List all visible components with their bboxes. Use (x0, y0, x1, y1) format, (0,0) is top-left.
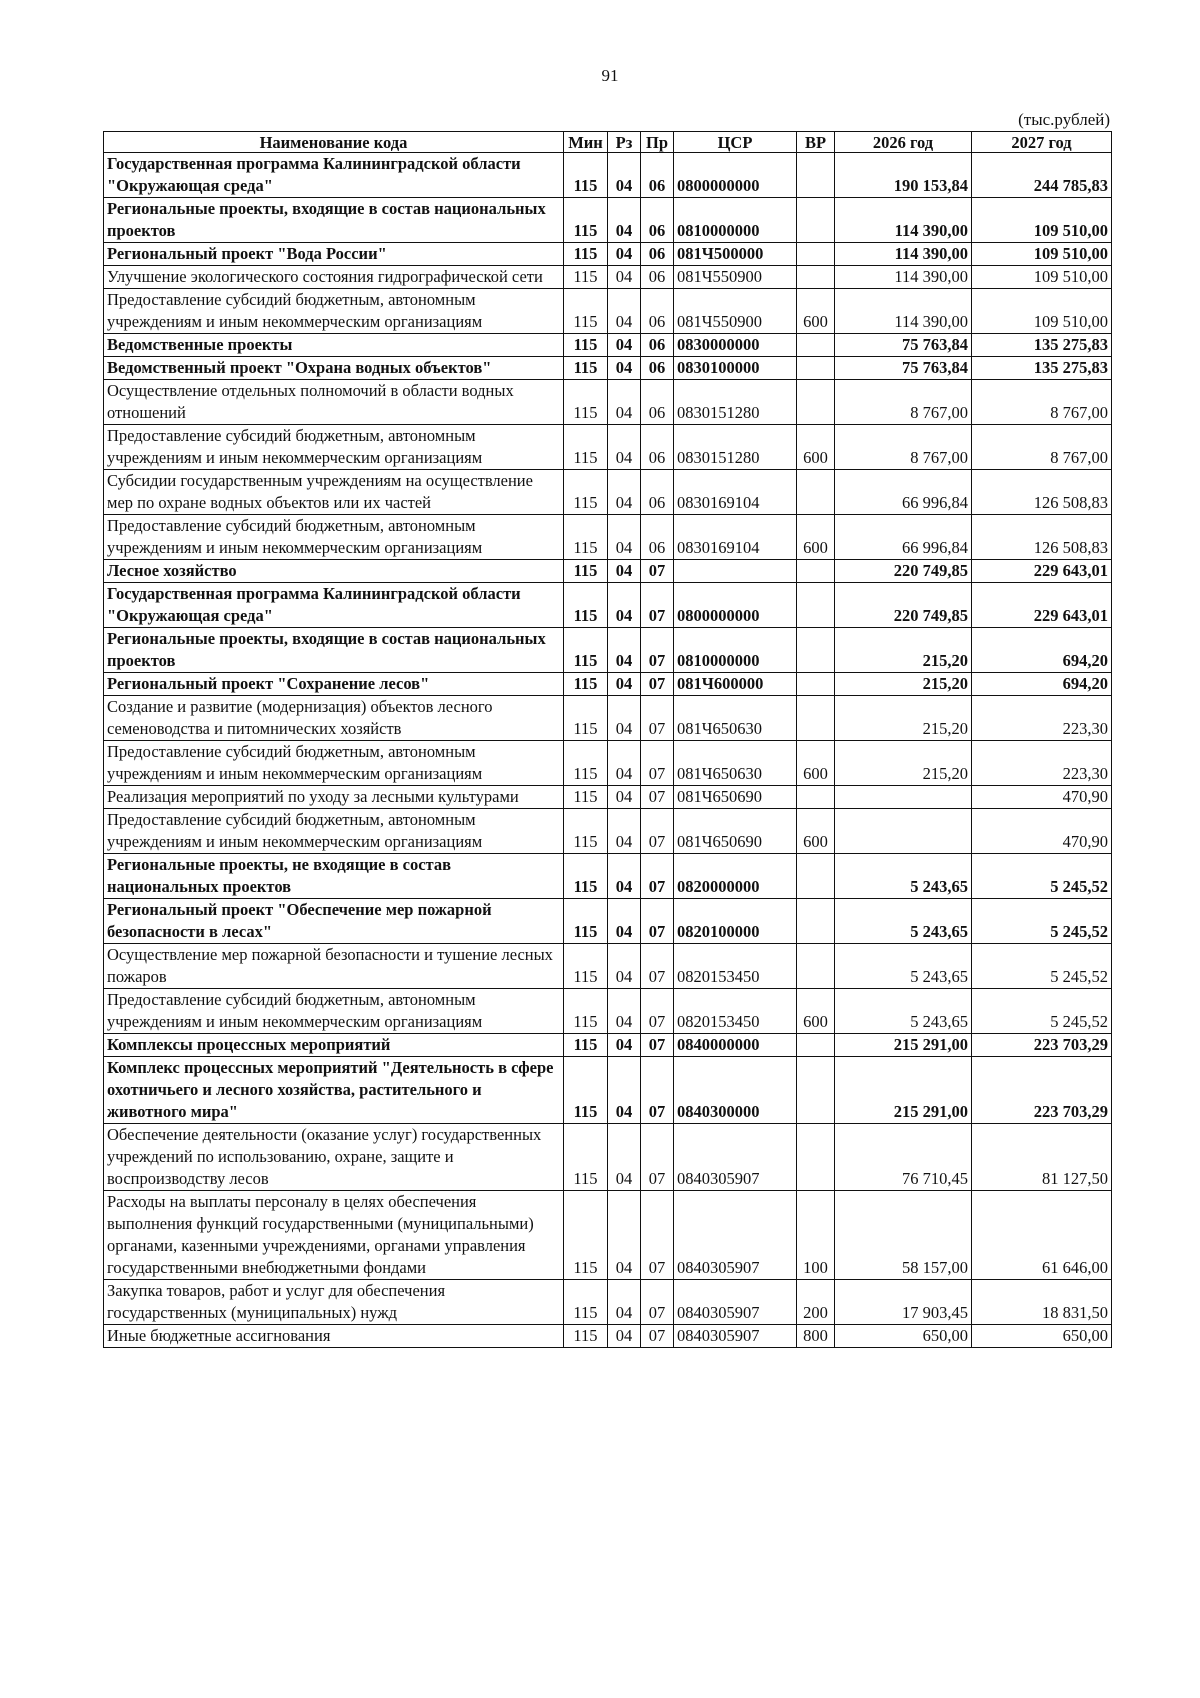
table-row (104, 560, 1112, 583)
cell-min: 115 (564, 266, 608, 289)
cell-name: Расходы на выплаты персоналу в целях обеспечения выполнения функций государственными (муниципальными) органами, казенными учреждениями, органами управления государственными внебюджетными фондами (104, 1191, 564, 1280)
cell-vr (797, 334, 835, 357)
cell-2026: 215 291,00 (835, 1057, 972, 1124)
cell-2026: 66 996,84 (835, 515, 972, 560)
cell-csr: 0840305907 (674, 1124, 797, 1191)
cell-pr: 06 (641, 198, 674, 243)
cell-name: Предоставление субсидий бюджетным, автономным учреждениям и иным некоммерческим организациям (104, 289, 564, 334)
cell-2027: 223 703,29 (972, 1057, 1112, 1124)
cell-rz: 04 (608, 583, 641, 628)
cell-2027: 18 831,50 (972, 1280, 1112, 1325)
cell-min: 115 (564, 334, 608, 357)
cell-rz: 04 (608, 1057, 641, 1124)
cell-2026 (835, 786, 972, 809)
budget-table (103, 131, 1112, 1348)
cell-pr: 06 (641, 334, 674, 357)
cell-rz: 04 (608, 425, 641, 470)
cell-name: Предоставление субсидий бюджетным, автономным учреждениям и иным некоммерческим организациям (104, 741, 564, 786)
cell-2026: 114 390,00 (835, 243, 972, 266)
cell-2026: 17 903,45 (835, 1280, 972, 1325)
cell-csr: 081Ч650630 (674, 741, 797, 786)
cell-vr: 600 (797, 989, 835, 1034)
cell-vr: 600 (797, 425, 835, 470)
cell-vr (797, 357, 835, 380)
cell-name: Комплексы процессных мероприятий (104, 1034, 564, 1057)
cell-csr (674, 560, 797, 583)
cell-pr: 07 (641, 1057, 674, 1124)
cell-min: 115 (564, 198, 608, 243)
table-header-row (104, 132, 1112, 153)
cell-rz: 04 (608, 153, 641, 198)
cell-pr: 06 (641, 266, 674, 289)
cell-name: Региональный проект "Обеспечение мер пожарной безопасности в лесах" (104, 899, 564, 944)
cell-rz: 04 (608, 243, 641, 266)
cell-min: 115 (564, 1057, 608, 1124)
cell-2027: 81 127,50 (972, 1124, 1112, 1191)
table-row (104, 899, 1112, 944)
cell-name: Государственная программа Калининградской области "Окружающая среда" (104, 583, 564, 628)
cell-2026: 5 243,65 (835, 899, 972, 944)
table-body (104, 153, 1112, 1348)
cell-pr: 07 (641, 1124, 674, 1191)
cell-csr: 0820000000 (674, 854, 797, 899)
units-label: (тыс.рублей) (1018, 110, 1110, 129)
cell-csr: 0840000000 (674, 1034, 797, 1057)
cell-csr: 0830151280 (674, 380, 797, 425)
cell-vr (797, 560, 835, 583)
cell-csr: 081Ч650630 (674, 696, 797, 741)
cell-2027: 8 767,00 (972, 425, 1112, 470)
cell-2026: 5 243,65 (835, 854, 972, 899)
table-row (104, 1124, 1112, 1191)
cell-min: 115 (564, 696, 608, 741)
table-row (104, 628, 1112, 673)
cell-csr: 0800000000 (674, 153, 797, 198)
table-row (104, 1280, 1112, 1325)
cell-2027: 5 245,52 (972, 899, 1112, 944)
table-row (104, 673, 1112, 696)
cell-vr (797, 198, 835, 243)
cell-2027: 135 275,83 (972, 357, 1112, 380)
page-number: 91 (601, 66, 619, 85)
table-row (104, 1325, 1112, 1348)
cell-rz: 04 (608, 198, 641, 243)
cell-rz: 04 (608, 628, 641, 673)
cell-vr (797, 696, 835, 741)
cell-2027: 109 510,00 (972, 266, 1112, 289)
cell-2027: 5 245,52 (972, 854, 1112, 899)
cell-rz: 04 (608, 289, 641, 334)
cell-min: 115 (564, 1034, 608, 1057)
cell-csr: 0830100000 (674, 357, 797, 380)
cell-csr: 0830169104 (674, 470, 797, 515)
cell-name: Осуществление мер пожарной безопасности и тушение лесных пожаров (104, 944, 564, 989)
cell-rz: 04 (608, 1191, 641, 1280)
header-vr: ВР (797, 132, 835, 153)
cell-name: Обеспечение деятельности (оказание услуг) государственных учреждений по использованию, охране, защите и воспроизводству лесов (104, 1124, 564, 1191)
cell-2026: 215,20 (835, 673, 972, 696)
table-row (104, 515, 1112, 560)
cell-pr: 07 (641, 1191, 674, 1280)
cell-pr: 06 (641, 515, 674, 560)
table-row (104, 289, 1112, 334)
cell-rz: 04 (608, 741, 641, 786)
header-min: Мин (564, 132, 608, 153)
cell-rz: 04 (608, 899, 641, 944)
cell-2027: 694,20 (972, 673, 1112, 696)
table-row (104, 470, 1112, 515)
cell-2027: 135 275,83 (972, 334, 1112, 357)
table-row (104, 357, 1112, 380)
cell-vr: 200 (797, 1280, 835, 1325)
cell-min: 115 (564, 899, 608, 944)
cell-min: 115 (564, 289, 608, 334)
cell-rz: 04 (608, 380, 641, 425)
cell-vr (797, 854, 835, 899)
cell-pr: 06 (641, 470, 674, 515)
cell-rz: 04 (608, 1124, 641, 1191)
table-row (104, 1057, 1112, 1124)
cell-name: Предоставление субсидий бюджетным, автономным учреждениям и иным некоммерческим организациям (104, 809, 564, 854)
cell-pr: 07 (641, 741, 674, 786)
cell-rz: 04 (608, 470, 641, 515)
cell-2027: 244 785,83 (972, 153, 1112, 198)
cell-min: 115 (564, 425, 608, 470)
cell-pr: 07 (641, 1325, 674, 1348)
cell-2026: 8 767,00 (835, 380, 972, 425)
cell-rz: 04 (608, 357, 641, 380)
cell-2026: 5 243,65 (835, 989, 972, 1034)
cell-2026: 215 291,00 (835, 1034, 972, 1057)
cell-name: Региональный проект "Вода России" (104, 243, 564, 266)
cell-2026: 76 710,45 (835, 1124, 972, 1191)
cell-name: Ведомственный проект "Охрана водных объектов" (104, 357, 564, 380)
cell-2026: 75 763,84 (835, 357, 972, 380)
cell-pr: 07 (641, 899, 674, 944)
cell-min: 115 (564, 673, 608, 696)
cell-vr: 100 (797, 1191, 835, 1280)
header-pr: Пр (641, 132, 674, 153)
cell-pr: 06 (641, 357, 674, 380)
cell-2026: 75 763,84 (835, 334, 972, 357)
cell-csr: 0840300000 (674, 1057, 797, 1124)
cell-vr (797, 786, 835, 809)
cell-vr: 600 (797, 289, 835, 334)
cell-min: 115 (564, 1124, 608, 1191)
cell-csr: 0810000000 (674, 198, 797, 243)
cell-pr: 07 (641, 786, 674, 809)
cell-pr: 06 (641, 425, 674, 470)
cell-2027: 109 510,00 (972, 289, 1112, 334)
cell-2026: 220 749,85 (835, 583, 972, 628)
cell-csr: 0810000000 (674, 628, 797, 673)
cell-vr (797, 1057, 835, 1124)
table-row (104, 583, 1112, 628)
cell-2026: 114 390,00 (835, 198, 972, 243)
cell-csr: 0800000000 (674, 583, 797, 628)
cell-rz: 04 (608, 854, 641, 899)
cell-rz: 04 (608, 334, 641, 357)
cell-pr: 07 (641, 989, 674, 1034)
cell-name: Создание и развитие (модернизация) объектов лесного семеноводства и питомнических хозяйств (104, 696, 564, 741)
table-row (104, 786, 1112, 809)
cell-rz: 04 (608, 989, 641, 1034)
cell-2026 (835, 809, 972, 854)
cell-rz: 04 (608, 515, 641, 560)
cell-min: 115 (564, 944, 608, 989)
cell-min: 115 (564, 741, 608, 786)
table-row (104, 198, 1112, 243)
cell-2027: 229 643,01 (972, 583, 1112, 628)
table-row (104, 153, 1112, 198)
header-name: Наименование кода (104, 132, 564, 153)
cell-min: 115 (564, 243, 608, 266)
cell-vr (797, 673, 835, 696)
cell-2027: 223,30 (972, 741, 1112, 786)
cell-name: Региональные проекты, входящие в состав национальных проектов (104, 628, 564, 673)
cell-name: Предоставление субсидий бюджетным, автономным учреждениям и иным некоммерческим организациям (104, 989, 564, 1034)
cell-csr: 0830169104 (674, 515, 797, 560)
cell-min: 115 (564, 583, 608, 628)
cell-min: 115 (564, 628, 608, 673)
cell-name: Закупка товаров, работ и услуг для обеспечения государственных (муниципальных) нужд (104, 1280, 564, 1325)
cell-2026: 215,20 (835, 741, 972, 786)
cell-rz: 04 (608, 1280, 641, 1325)
cell-vr (797, 243, 835, 266)
header-2027: 2027 год (972, 132, 1112, 153)
cell-pr: 07 (641, 809, 674, 854)
cell-csr: 0840305907 (674, 1325, 797, 1348)
cell-min: 115 (564, 380, 608, 425)
table-row (104, 380, 1112, 425)
cell-name: Осуществление отдельных полномочий в области водных отношений (104, 380, 564, 425)
cell-name: Региональные проекты, входящие в состав национальных проектов (104, 198, 564, 243)
cell-2027: 223,30 (972, 696, 1112, 741)
cell-csr: 0830000000 (674, 334, 797, 357)
cell-vr (797, 153, 835, 198)
cell-name: Иные бюджетные ассигнования (104, 1325, 564, 1348)
cell-name: Региональные проекты, не входящие в состав национальных проектов (104, 854, 564, 899)
cell-name: Улучшение экологического состояния гидрографической сети (104, 266, 564, 289)
cell-2026: 215,20 (835, 628, 972, 673)
cell-name: Предоставление субсидий бюджетным, автономным учреждениям и иным некоммерческим организациям (104, 425, 564, 470)
cell-name: Лесное хозяйство (104, 560, 564, 583)
cell-rz: 04 (608, 266, 641, 289)
table-row (104, 944, 1112, 989)
cell-vr (797, 266, 835, 289)
cell-csr: 0840305907 (674, 1191, 797, 1280)
cell-name: Ведомственные проекты (104, 334, 564, 357)
table-row (104, 989, 1112, 1034)
cell-vr (797, 583, 835, 628)
cell-2027: 229 643,01 (972, 560, 1112, 583)
cell-vr (797, 628, 835, 673)
cell-2027: 126 508,83 (972, 515, 1112, 560)
cell-min: 115 (564, 1280, 608, 1325)
cell-min: 115 (564, 470, 608, 515)
cell-min: 115 (564, 786, 608, 809)
cell-rz: 04 (608, 1325, 641, 1348)
cell-csr: 0820100000 (674, 899, 797, 944)
cell-2027: 8 767,00 (972, 380, 1112, 425)
table-row (104, 425, 1112, 470)
cell-rz: 04 (608, 809, 641, 854)
cell-2026: 220 749,85 (835, 560, 972, 583)
cell-min: 115 (564, 515, 608, 560)
cell-pr: 07 (641, 854, 674, 899)
cell-2026: 114 390,00 (835, 266, 972, 289)
cell-pr: 07 (641, 673, 674, 696)
cell-pr: 07 (641, 696, 674, 741)
cell-rz: 04 (608, 696, 641, 741)
cell-2026: 66 996,84 (835, 470, 972, 515)
cell-pr: 07 (641, 560, 674, 583)
cell-2027: 126 508,83 (972, 470, 1112, 515)
table-row (104, 854, 1112, 899)
cell-name: Региональный проект "Сохранение лесов" (104, 673, 564, 696)
cell-name: Субсидии государственным учреждениям на осуществление мер по охране водных объектов или их частей (104, 470, 564, 515)
cell-csr: 0830151280 (674, 425, 797, 470)
cell-csr: 081Ч600000 (674, 673, 797, 696)
cell-name: Государственная программа Калининградской области "Окружающая среда" (104, 153, 564, 198)
cell-csr: 081Ч500000 (674, 243, 797, 266)
table-row (104, 334, 1112, 357)
cell-2027: 470,90 (972, 786, 1112, 809)
cell-min: 115 (564, 560, 608, 583)
cell-2027: 61 646,00 (972, 1191, 1112, 1280)
cell-pr: 06 (641, 243, 674, 266)
table-row (104, 741, 1112, 786)
cell-csr: 081Ч650690 (674, 786, 797, 809)
cell-vr: 600 (797, 809, 835, 854)
cell-vr: 800 (797, 1325, 835, 1348)
cell-2027: 5 245,52 (972, 944, 1112, 989)
cell-vr (797, 944, 835, 989)
cell-rz: 04 (608, 1034, 641, 1057)
cell-rz: 04 (608, 944, 641, 989)
cell-min: 115 (564, 1191, 608, 1280)
cell-2027: 109 510,00 (972, 198, 1112, 243)
cell-name: Комплекс процессных мероприятий "Деятельность в сфере охотничьего и лесного хозяйства, растительного и животного мира" (104, 1057, 564, 1124)
cell-2027: 694,20 (972, 628, 1112, 673)
cell-vr: 600 (797, 741, 835, 786)
cell-vr (797, 380, 835, 425)
cell-pr: 07 (641, 944, 674, 989)
cell-rz: 04 (608, 673, 641, 696)
cell-2027: 650,00 (972, 1325, 1112, 1348)
cell-rz: 04 (608, 786, 641, 809)
cell-2027: 470,90 (972, 809, 1112, 854)
cell-name: Реализация мероприятий по уходу за лесными культурами (104, 786, 564, 809)
cell-pr: 07 (641, 583, 674, 628)
cell-rz: 04 (608, 560, 641, 583)
cell-2026: 190 153,84 (835, 153, 972, 198)
cell-pr: 07 (641, 1034, 674, 1057)
cell-pr: 07 (641, 1280, 674, 1325)
cell-min: 115 (564, 989, 608, 1034)
cell-2026: 215,20 (835, 696, 972, 741)
cell-2026: 58 157,00 (835, 1191, 972, 1280)
cell-min: 115 (564, 854, 608, 899)
cell-vr (797, 470, 835, 515)
cell-min: 115 (564, 357, 608, 380)
cell-csr: 081Ч550900 (674, 266, 797, 289)
cell-2026: 114 390,00 (835, 289, 972, 334)
table-row (104, 1191, 1112, 1280)
header-2026: 2026 год (835, 132, 972, 153)
cell-min: 115 (564, 809, 608, 854)
cell-vr: 600 (797, 515, 835, 560)
cell-2027: 109 510,00 (972, 243, 1112, 266)
cell-2027: 223 703,29 (972, 1034, 1112, 1057)
cell-csr: 081Ч650690 (674, 809, 797, 854)
header-csr: ЦСР (674, 132, 797, 153)
table-row (104, 696, 1112, 741)
cell-csr: 0820153450 (674, 944, 797, 989)
cell-min: 115 (564, 1325, 608, 1348)
cell-pr: 06 (641, 380, 674, 425)
table-row (104, 243, 1112, 266)
table-row (104, 1034, 1112, 1057)
cell-csr: 0840305907 (674, 1280, 797, 1325)
cell-csr: 0820153450 (674, 989, 797, 1034)
cell-2026: 5 243,65 (835, 944, 972, 989)
cell-pr: 07 (641, 628, 674, 673)
cell-pr: 06 (641, 153, 674, 198)
cell-vr (797, 899, 835, 944)
cell-2027: 5 245,52 (972, 989, 1112, 1034)
cell-name: Предоставление субсидий бюджетным, автономным учреждениям и иным некоммерческим организациям (104, 515, 564, 560)
table-row (104, 266, 1112, 289)
cell-pr: 06 (641, 289, 674, 334)
cell-min: 115 (564, 153, 608, 198)
cell-vr (797, 1034, 835, 1057)
cell-2026: 8 767,00 (835, 425, 972, 470)
cell-csr: 081Ч550900 (674, 289, 797, 334)
table-row (104, 809, 1112, 854)
header-rz: Рз (608, 132, 641, 153)
cell-vr (797, 1124, 835, 1191)
cell-2026: 650,00 (835, 1325, 972, 1348)
